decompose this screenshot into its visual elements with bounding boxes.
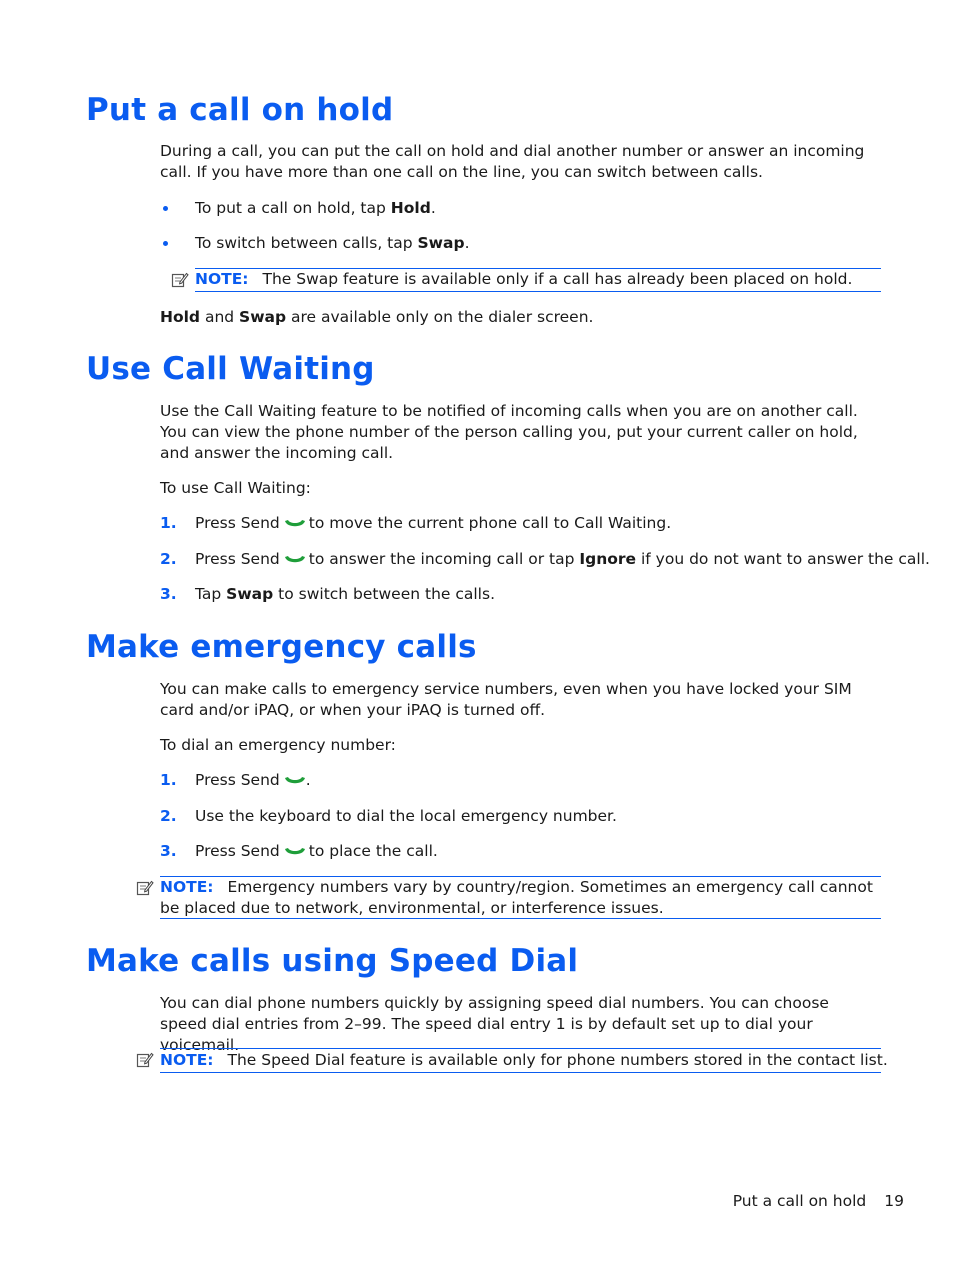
send-phone-icon [284,776,306,786]
emergency-lead: To dial an emergency number: [160,736,396,754]
speed-intro: You can dial phone numbers quickly by assigning speed dial numbers. You can choose speed dial entries from 2–99. The speed dial entry 1 is by default set up to dial your voicemail. [160,994,829,1054]
emergency-step-3: Press Send to place the call. [195,842,438,860]
waiting-step-2: Press Send to answer the incoming call or tap Ignore if you do not want to answer the call. [195,550,930,568]
bullet-dot [163,206,168,211]
heading-make-emergency-calls: Make emergency calls [86,629,477,665]
send-phone-icon [284,519,306,529]
hold-intro: During a call, you can put the call on hold and dial another number or answer an incoming call. If you have more than one call on the line, you can switch between calls. [160,142,865,181]
heading-put-call-on-hold: Put a call on hold [86,92,394,128]
emergency-intro: You can make calls to emergency service numbers, even when you have locked your SIM card and/or iPAQ, or when your iPAQ is turned off. [160,680,852,719]
hold-bullet-1: To put a call on hold, tap Hold. [195,199,436,217]
emergency-step-2: Use the keyboard to dial the local emergency number. [195,807,617,825]
hold-closing: Hold and Swap are available only on the dialer screen. [160,308,594,326]
step-number: 2. [160,807,177,825]
step-number: 3. [160,585,177,603]
waiting-lead: To use Call Waiting: [160,479,311,497]
waiting-step-1: Press Send to move the current phone call to Call Waiting. [195,514,672,532]
step-number: 1. [160,771,177,789]
emergency-step-1: Press Send . [195,771,311,789]
hold-note-text: NOTE: The Swap feature is available only if a call has already been placed on hold. [195,270,853,288]
waiting-step-3: Tap Swap to switch between the calls. [195,585,495,603]
note-pencil-icon [136,879,154,897]
emergency-note-text: NOTE: Emergency numbers vary by country/region. Sometimes an emergency call cannot be placed due to network, environmental, or interference issues. [160,878,873,917]
page-footer [733,1191,904,1212]
waiting-intro: Use the Call Waiting feature to be notified of incoming calls when you are on another call. You can view the phone number of the person calling you, put your current caller on hold, and answer the incoming call. [160,402,858,462]
step-number: 3. [160,842,177,860]
hold-bullet-2: To switch between calls, tap Swap. [195,234,470,252]
heading-use-call-waiting: Use Call Waiting [86,351,375,387]
bullet-dot [163,241,168,246]
page-number: 19 [884,1192,904,1210]
footer-section-title: Put a call on hold [732,1192,867,1210]
step-number: 1. [160,514,177,532]
speed-note-text: NOTE: The Speed Dial feature is available only for phone numbers stored in the contact list. [160,1051,888,1069]
send-phone-icon [284,555,306,565]
note-pencil-icon [171,271,189,289]
step-number: 2. [160,550,177,568]
note-pencil-icon [136,1051,154,1069]
heading-speed-dial: Make calls using Speed Dial [86,943,579,979]
send-phone-icon [284,847,306,857]
